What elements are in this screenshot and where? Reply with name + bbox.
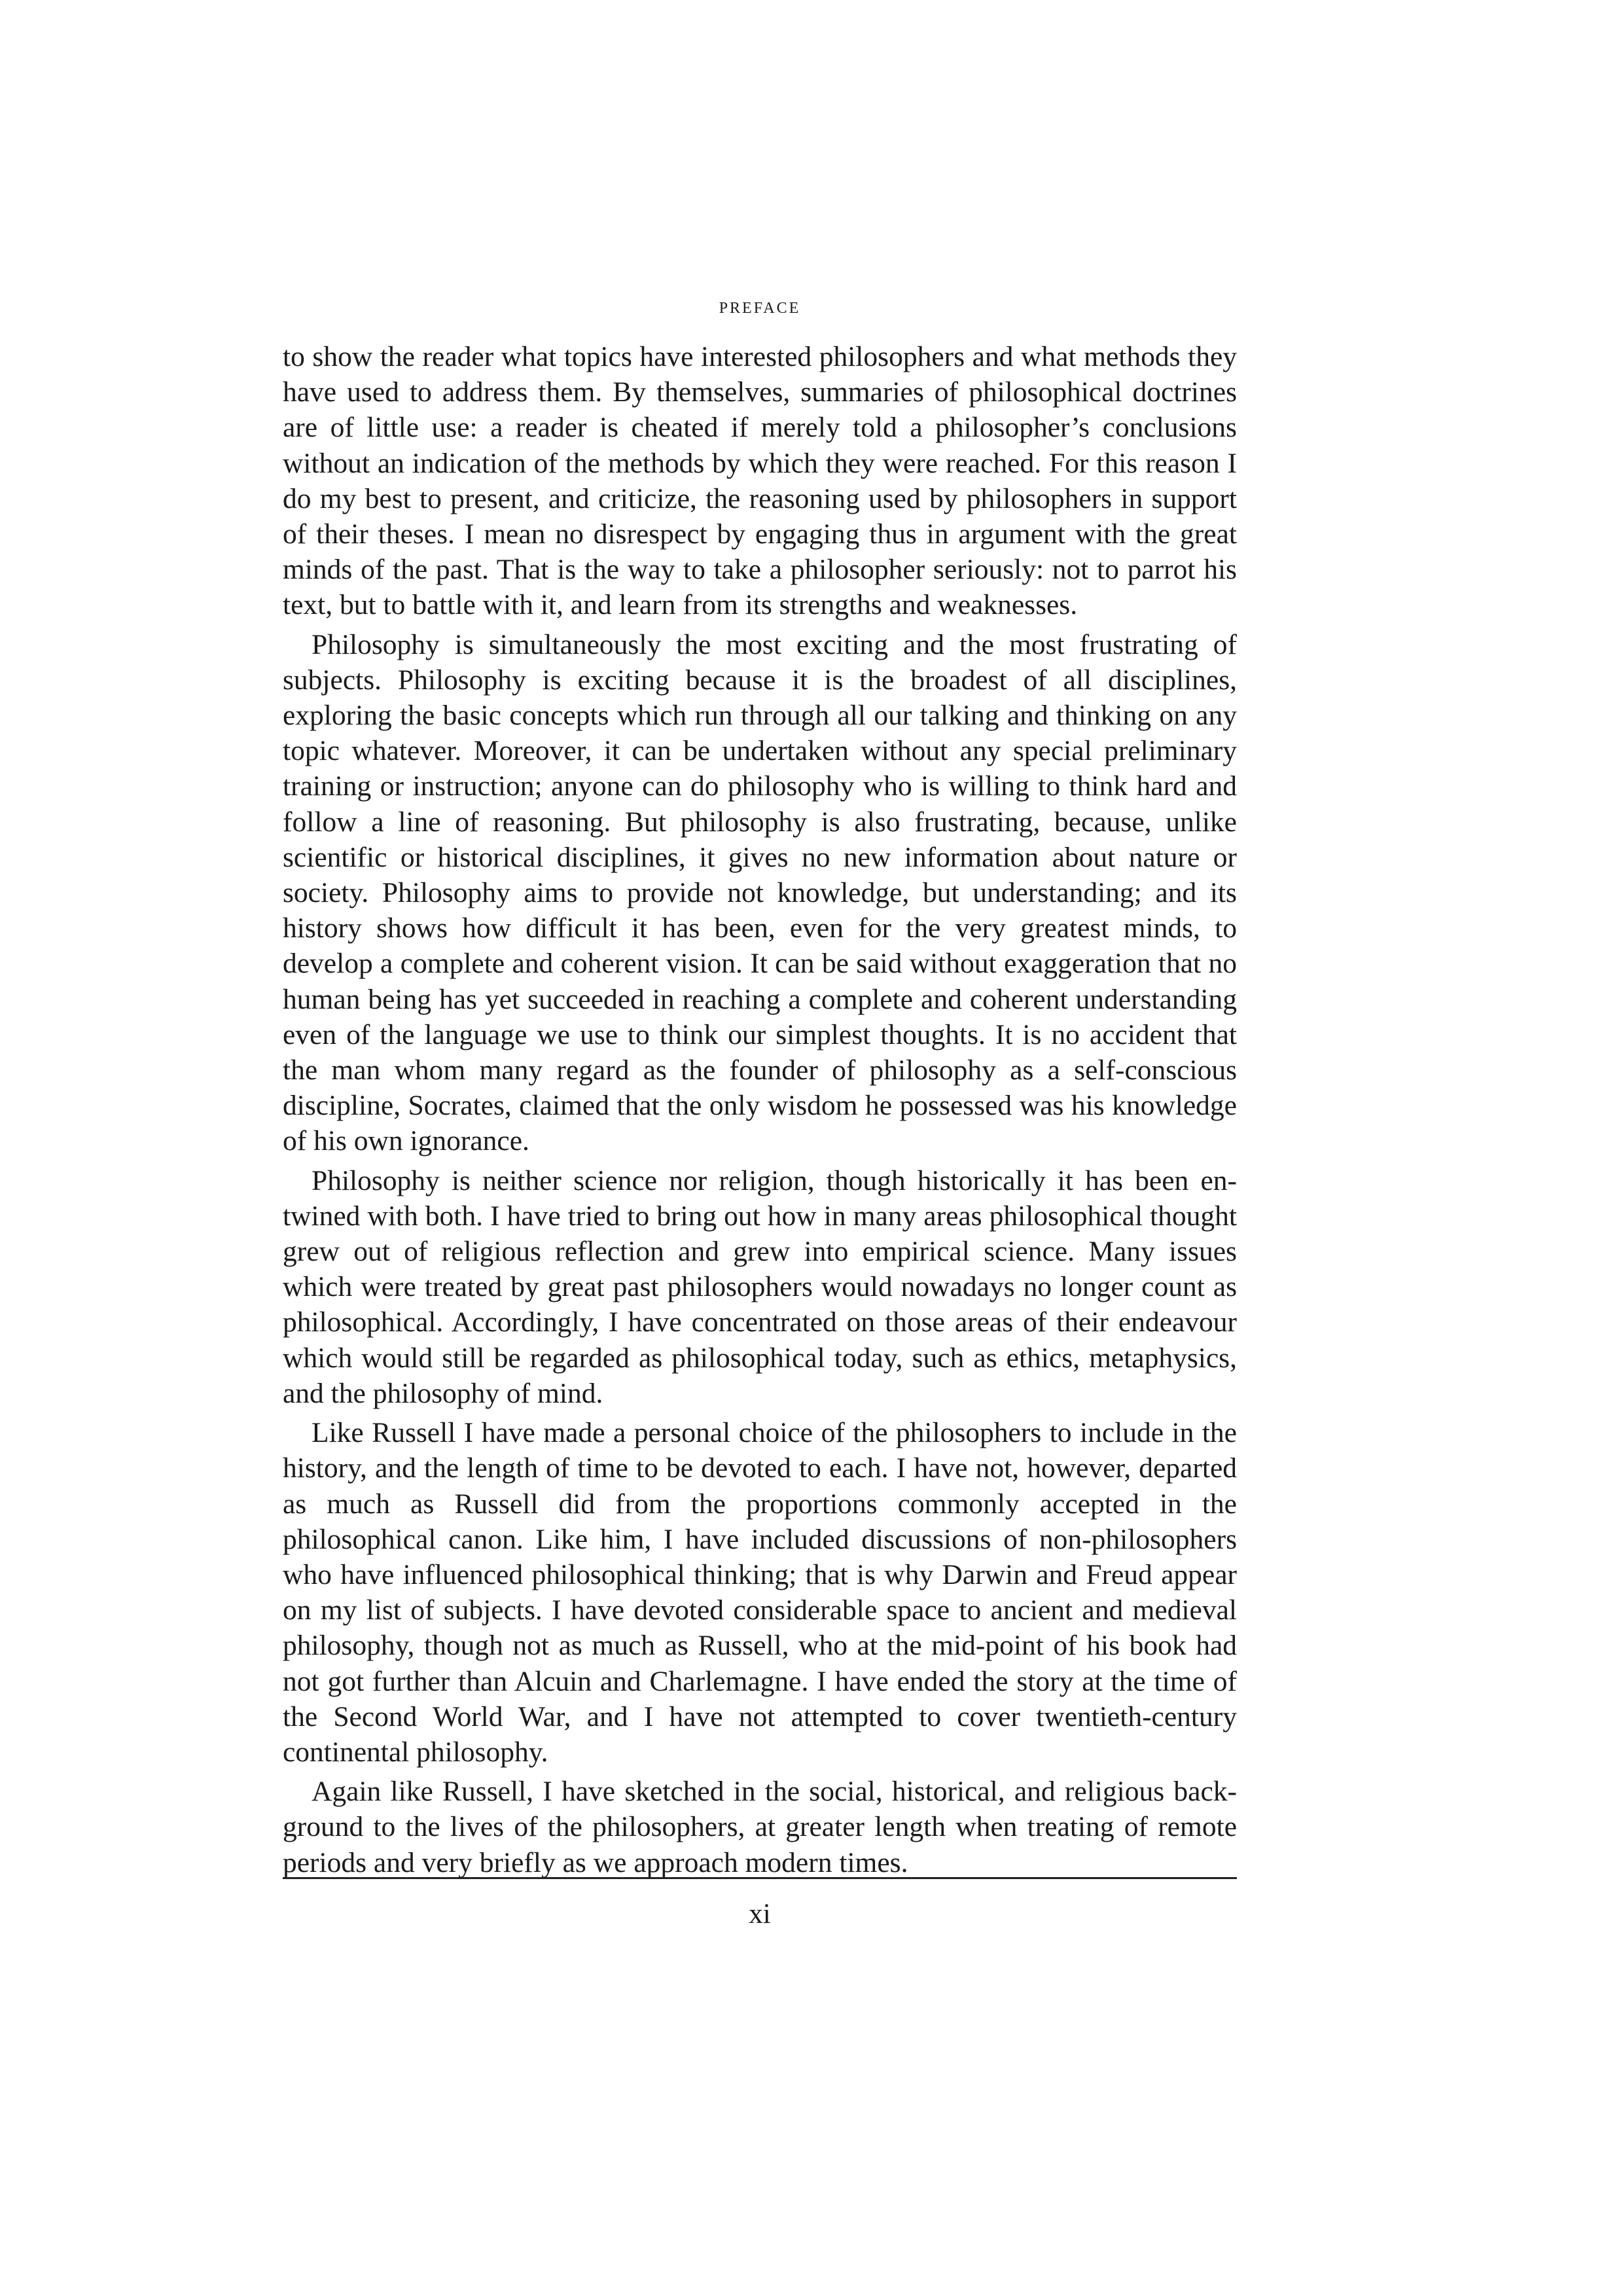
footer-rule [283,1877,1237,1879]
running-head: preface [719,294,801,318]
body-text [283,339,1237,1884]
paragraph: Again like Russell, I have sketched in the social, historical, and religious background to the lives of the philosophers, at greater length when treating of remote periods and very briefly as we approach modern times. [283,1776,1237,1878]
paragraph: Philosophy is simultaneously the most exciting and the most frustrating of subjects. Philosophy is exciting because it is the broadest of all disciplines, exploring the basic concepts which run through all our talking and thinking on any topic whatever. Moreover, it can be undertaken without any special preliminary training or instruction; anyone can do philosophy who is willing to think hard and follow a line of reasoning. But philosophy is also frustrating, because, unlike scientific or historical disciplines, it gives no new information about nature or society. Philosophy aims to provide not knowledge, but understanding; and its history shows how difficult it has been, even for the very greatest minds, to develop a complete and coherent vision. It can be said without exaggeration that no human being has yet succeeded in reaching a complete and coherent understanding even of the language we use to think our simplest thoughts. It is no accident that the man whom many regard as the founder of philosophy as a self-conscious discipline, Socrates, claimed that the only wisdom he possessed was his knowledge of his own ignorance. [283,628,1237,1157]
paragraph: Philosophy is neither science nor religion, though historically it has been entwined with both. I have tried to bring out how in many areas philosophical thought grew out of religious reflection and grew into empirical science. Many issues which were treated by great past philosophers would nowadays no longer count as philosophical. Accordingly, I have concentrated on those areas of their endeavour which would still be regarded as philosophical today, such as ethics, metaphysics, and the philosophy of mind. [283,1164,1237,1409]
paragraph: to show the reader what topics have interested philosophers and what methods they have used to address them. By themselves, summaries of philosophical doctrines are of little use: a reader is cheated if merely told a philosopher’s conclusions without an indication of the methods by which they were reached. For this reason I do my best to present, and criticize, the reasoning used by philosophers in support of their theses. I mean no disrespect by engaging thus in argument with the great minds of the past. That is the way to take a philosopher seriously: not to parrot his text, but to battle with it, and learn from its strengths and weaknesses. [283,341,1237,621]
paragraph: Like Russell I have made a personal choice of the philosophers to include in the history, and the length of time to be devoted to each. I have not, however, departed as much as Russell did from the proportions commonly accepted in the philosophical canon. Like him, I have included discussions of non-philosophers who have influenced philosophical thinking; that is why Darwin and Freud appear on my list of subjects. I have devoted considerable space to ancient and medieval philosophy, though not as much as Russell, who at the mid-point of his book had not got further than Alcuin and Charlemagne. I have ended the story at the time of the Second World War, and I have not attempted to cover twentieth-century continental philosophy. [283,1417,1237,1768]
page-number: xi [749,1899,771,1929]
